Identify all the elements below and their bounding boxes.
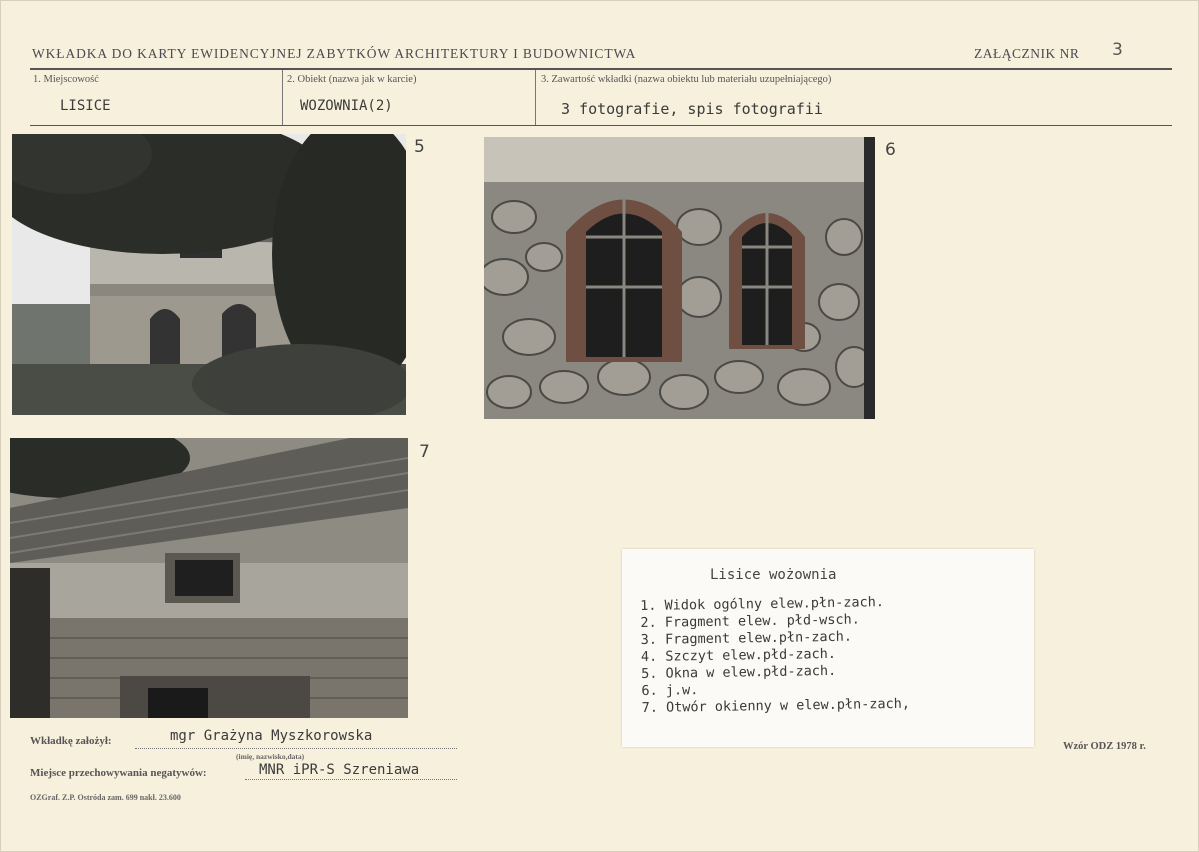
header-rule: [30, 68, 1172, 70]
photo-list: [640, 594, 910, 717]
photo-7-number: 7: [419, 442, 430, 462]
list-item: 6. j.w.: [641, 682, 699, 699]
photo-6-number: 6: [885, 140, 896, 160]
list-item: 3. Fragment elew.płn-zach.: [640, 628, 853, 648]
photo-arched-windows-stone-wall: [484, 137, 875, 419]
photo-5: [12, 134, 406, 415]
list-item: 7. Otwór okienny w elew.płn-zach,: [641, 695, 911, 716]
field-divider-1: [282, 70, 283, 125]
photo-6: [484, 137, 875, 419]
storage-value: MNR iPR-S Szreniawa: [259, 762, 420, 778]
list-item: 5. Okna w elew.płd-zach.: [641, 662, 837, 682]
photo-7: [10, 438, 408, 718]
photo-carriage-house-general-view: [12, 134, 406, 415]
printer-info: OZGraf. Z.P. Ostróda zam. 699 nakł. 23.600: [30, 793, 181, 802]
author-hint: (imię, nazwisko,data): [236, 752, 305, 761]
locality-label: 1. Miejscowość: [33, 74, 99, 85]
photo-tiled-roof-brick-wall: [10, 438, 408, 718]
storage-label: Miejsce przechowywania negatywów:: [30, 767, 207, 779]
annex-label: ZAŁĄCZNIK NR: [974, 46, 1080, 61]
content-value: 3 fotografie, spis fotografii: [561, 100, 823, 118]
object-value: WOZOWNIA(2): [300, 98, 393, 114]
list-item: 1. Widok ogólny elew.płn-zach.: [640, 594, 885, 614]
storage-line: [245, 779, 457, 780]
author-value: mgr Grażyna Myszkorowska: [170, 728, 373, 744]
list-item: 4. Szczyt elew.płd-zach.: [640, 645, 837, 665]
author-label: Wkładkę założył:: [30, 735, 112, 747]
object-label: 2. Obiekt (nazwa jak w karcie): [287, 74, 417, 85]
form-model: Wzór ODZ 1978 r.: [1063, 741, 1146, 752]
photo-5-number: 5: [414, 137, 425, 157]
list-item: 2. Fragment elew. płd-wsch.: [640, 611, 860, 631]
author-line: [135, 748, 457, 749]
form-title: WKŁADKA DO KARTY EWIDENCYJNEJ ZABYTKÓW ARCHITEKTURY I BUDOWNICTWA: [32, 46, 637, 61]
fields-rule: [30, 125, 1172, 126]
locality-value: LISICE: [60, 98, 111, 114]
content-label: 3. Zawartość wkładki (nazwa obiektu lub materiału uzupełniającego): [541, 74, 832, 85]
annex-number: 3: [1112, 40, 1123, 60]
photo-list-note: [622, 549, 1034, 747]
photo-list-title: Lisice wożownia: [710, 567, 837, 583]
field-divider-2: [535, 70, 536, 125]
